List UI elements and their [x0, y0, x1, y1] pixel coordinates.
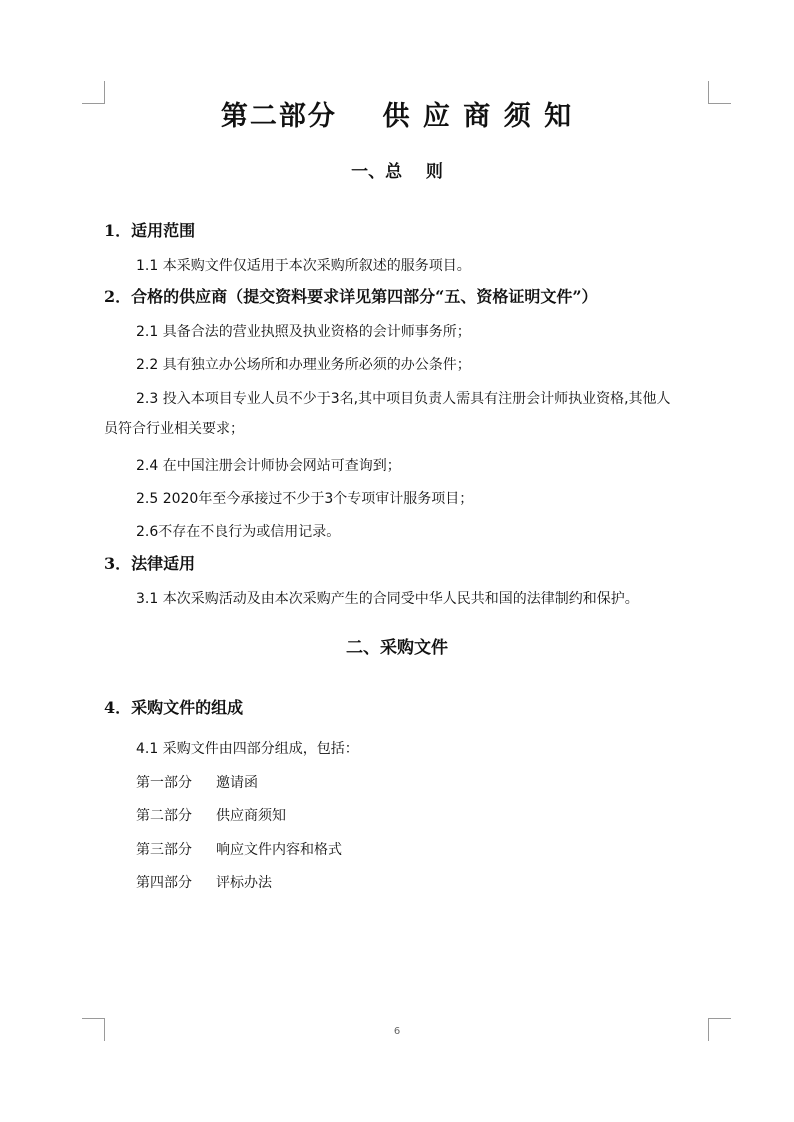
part-label-1: 第一部分 — [136, 775, 192, 791]
part-name-4: 评标办法 — [216, 875, 272, 891]
part-name-3: 响应文件内容和格式 — [216, 842, 342, 858]
part-name-2: 供应商须知 — [216, 808, 286, 824]
paragraph-2-2: 2.2 具有独立办公场所和办理业务所必须的办公条件； — [136, 357, 471, 373]
paragraph-2-3: 2.3 投入本项目专业人员不少于3名,其中项目负责人需具有注册会计师执业资格,其他人员符合行业相关要求； — [104, 391, 671, 437]
clause-number: 2． — [104, 287, 132, 306]
clause-heading-3 — [104, 554, 195, 573]
part-label-2: 第二部分 — [136, 808, 192, 824]
paragraph-2-1: 2.1 具备合法的营业执照及执业资格的会计师事务所； — [136, 324, 471, 340]
paragraph-1-1: 1.1 本采购文件仅适用于本次采购所叙述的服务项目。 — [136, 258, 471, 274]
page-title: 第二部分 供 应 商 须 知 — [220, 101, 574, 132]
clause-number: 4． — [104, 698, 132, 717]
paragraph-2-6: 2.6不存在不良行为或信用记录。 — [136, 524, 341, 540]
clause-title: 合格的供应商（提交资料要求详见第四部分“五、资格证明文件”） — [131, 287, 598, 306]
section-heading-procurement-docs: 二、采购文件 — [346, 638, 448, 658]
paragraph-4-1: 4.1 采购文件由四部分组成，包括： — [136, 741, 359, 757]
paragraph-2-4: 2.4 在中国注册会计师协会网站可查询到； — [136, 458, 401, 474]
clause-number: 3． — [104, 554, 132, 573]
clause-heading-2 — [104, 287, 598, 306]
clause-heading-1 — [104, 221, 195, 240]
paragraph-3-1: 3.1 本次采购活动及由本次采购产生的合同受中华人民共和国的法律制约和保护。 — [136, 591, 639, 607]
part-label-4: 第四部分 — [136, 875, 192, 891]
clause-title: 采购文件的组成 — [131, 698, 244, 717]
clause-title: 适用范围 — [131, 221, 196, 240]
page-number: 6 — [393, 1026, 401, 1037]
part-label-3: 第三部分 — [136, 842, 192, 858]
section-heading-general: 一、总 则 — [351, 162, 443, 182]
clause-heading-4 — [104, 698, 243, 717]
clause-number: 1． — [104, 221, 132, 240]
part-name-1: 邀请函 — [216, 775, 258, 791]
clause-title: 法律适用 — [131, 554, 196, 573]
paragraph-2-5: 2.5 2020年至今承接过不少于3个专项审计服务项目； — [136, 491, 474, 507]
